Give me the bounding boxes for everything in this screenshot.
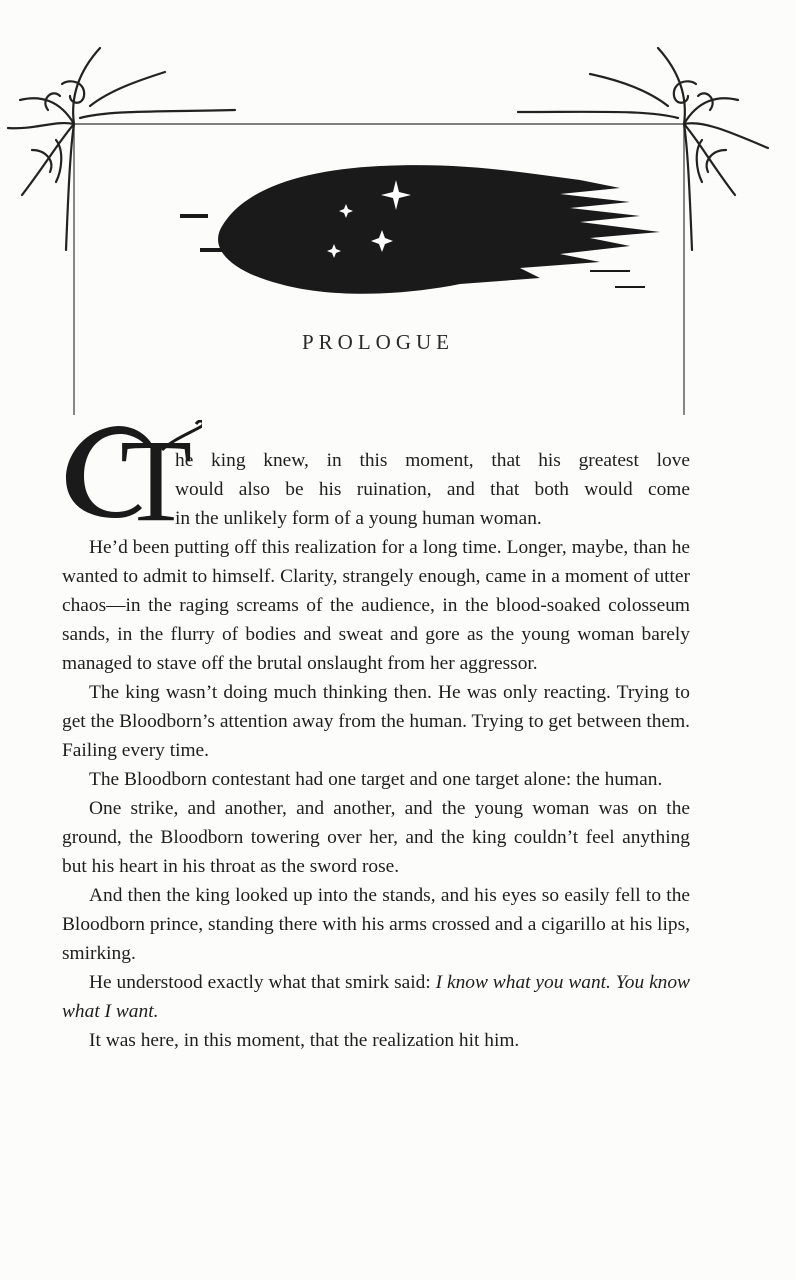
paragraph: The king wasn’t doing much thinking then. He was only reacting. Trying to get the Bloodborn’s attention away from the human. Trying to get between them. Failing every time. (62, 682, 690, 761)
opening-paragraph (175, 446, 690, 533)
paragraph (62, 968, 690, 1026)
paragraph-lead: He understood exactly what that smirk said: (89, 972, 436, 993)
paragraph: One strike, and another, and another, and the young woman was on the ground, the Bloodborn towering over her, and the king couldn’t feel anything but his heart in his throat as the sword rose. (62, 798, 690, 877)
paragraph: He’d been putting off this realization for a long time. Longer, maybe, than he wanted to admit to himself. Clarity, strangely enough, came in a moment of utter chaos—in the raging screams of the audience, in the blood-soaked colosseum sands, in the flurry of bodies and sweat and gore as the young woman barely managed to stave off the brutal onslaught from her aggressor. (62, 537, 690, 674)
body-text (62, 446, 690, 1055)
brush-stroke-illustration (160, 150, 680, 320)
opening-line-1: he king knew, in this moment, that his greatest love (175, 450, 690, 471)
paragraph: It was here, in this moment, that the realization hit him. (89, 1030, 520, 1051)
italic-quote: I know what you want. You know what I want. (62, 972, 690, 1022)
chapter-title: PROLOGUE (301, 330, 454, 354)
opening-line-3: in the unlikely form of a young human woman. (175, 508, 542, 529)
paragraph: And then the king looked up into the stands, and his eyes so easily fell to the Bloodborn prince, standing there with his arms crossed and a cigarillo at his lips, smirking. (62, 885, 690, 964)
drop-cap-letter: T (120, 420, 193, 530)
paragraph: The Bloodborn contestant had one target and one target alone: the human. (89, 769, 663, 790)
opening-line-2: would also be his ruination, and that both would come (175, 479, 690, 500)
